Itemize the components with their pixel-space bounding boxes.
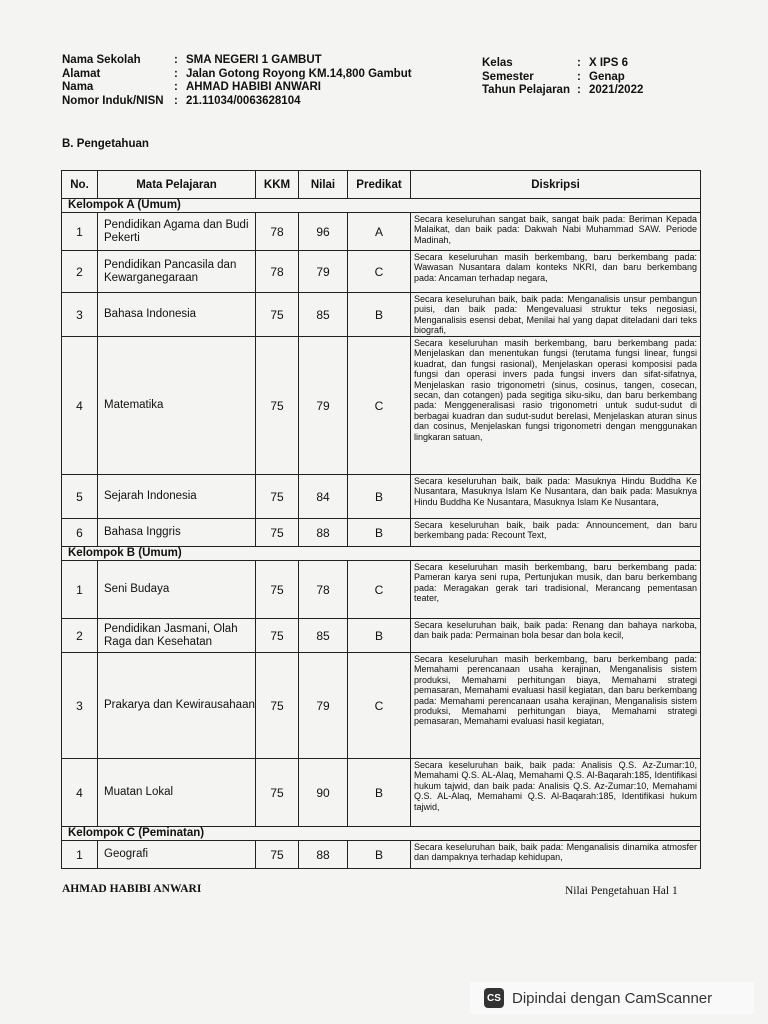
row-kkm: 75 bbox=[256, 475, 299, 519]
watermark-text: Dipindai dengan CamScanner bbox=[512, 989, 713, 1007]
row-kkm: 75 bbox=[256, 337, 299, 475]
row-nilai: 79 bbox=[299, 251, 348, 293]
info-label: Alamat bbox=[62, 67, 101, 80]
row-subject: Prakarya dan Kewirausahaan bbox=[98, 653, 256, 759]
info-value: AHMAD HABIBI ANWARI bbox=[186, 81, 322, 93]
row-predikat: B bbox=[348, 475, 411, 519]
info-value: SMA NEGERI 1 GAMBUT bbox=[186, 54, 322, 66]
column-header: KKM bbox=[256, 171, 299, 199]
row-kkm: 75 bbox=[256, 619, 299, 653]
row-description: Secara keseluruhan masih berkembang, baru berkembang pada: Pameran karya seni rupa, Pertunjukan musik, dan baru berkembang pada: Meragakan gerak tari tradisional, Merancang pementasan teater, bbox=[414, 562, 697, 604]
info-row: Nama : AHMAD HABIBI ANWARI bbox=[62, 81, 322, 93]
row-nilai: 88 bbox=[299, 841, 348, 869]
info-row: Nama Sekolah : SMA NEGERI 1 GAMBUT bbox=[62, 54, 322, 66]
column-header: Mata Pelajaran bbox=[98, 171, 256, 199]
row-no: 2 bbox=[62, 619, 98, 653]
row-predikat: C bbox=[348, 561, 411, 619]
footer-page-label: Nilai Pengetahuan Hal 1 bbox=[565, 885, 678, 897]
info-row: Nomor Induk/NISN : 21.11034/0063628104 bbox=[62, 94, 301, 107]
row-predikat: B bbox=[348, 619, 411, 653]
info-label: Kelas bbox=[482, 57, 513, 69]
info-value: 21.11034/0063628104 bbox=[186, 94, 301, 107]
row-nilai: 85 bbox=[299, 619, 348, 653]
row-predikat: C bbox=[348, 251, 411, 293]
footer-student-name: AHMAD HABIBI ANWARI bbox=[62, 883, 202, 895]
info-row: Alamat : Jalan Gotong Royong KM.14,800 Gambut bbox=[62, 67, 412, 80]
info-label: Semester bbox=[482, 70, 534, 83]
row-kkm: 75 bbox=[256, 561, 299, 619]
group-name: Kelompok A (Umum) bbox=[62, 199, 701, 213]
row-subject: Pendidikan Pancasila dan Kewarganegaraan bbox=[98, 251, 256, 293]
row-predikat: A bbox=[348, 213, 411, 251]
row-subject: Pendidikan Agama dan Budi Pekerti bbox=[98, 213, 256, 251]
info-value: Jalan Gotong Royong KM.14,800 Gambut bbox=[186, 67, 412, 80]
row-subject: Matematika bbox=[98, 337, 256, 475]
row-subject: Bahasa Indonesia bbox=[98, 293, 256, 337]
row-predikat: B bbox=[348, 519, 411, 547]
student-info-right bbox=[482, 57, 643, 98]
table-row bbox=[62, 561, 701, 619]
table-row bbox=[62, 293, 701, 337]
group-name: Kelompok B (Umum) bbox=[62, 547, 701, 561]
row-no: 1 bbox=[62, 841, 98, 869]
table-row bbox=[62, 759, 701, 827]
row-subject: Sejarah Indonesia bbox=[98, 475, 256, 519]
row-nilai: 84 bbox=[299, 475, 348, 519]
row-no: 4 bbox=[62, 759, 98, 827]
info-value: 2021/2022 bbox=[589, 84, 644, 96]
row-no: 3 bbox=[62, 293, 98, 337]
row-description: Secara keseluruhan baik, baik pada: Announcement, dan baru berkembang pada: Recount Text, bbox=[414, 520, 697, 541]
row-kkm: 75 bbox=[256, 841, 299, 869]
row-subject: Pendidikan Jasmani, Olah Raga dan Kesehatan bbox=[98, 619, 256, 653]
row-predikat: C bbox=[348, 337, 411, 475]
camscanner-icon: CS bbox=[484, 988, 504, 1008]
info-label: Tahun Pelajaran bbox=[482, 84, 570, 96]
grades-table bbox=[61, 170, 701, 869]
row-subject: Seni Budaya bbox=[98, 561, 256, 619]
row-description: Secara keseluruhan baik, baik pada: Menganalisis dinamika atmosfer dan dampaknya terhadap kehidupan, bbox=[414, 842, 697, 863]
row-no: 5 bbox=[62, 475, 98, 519]
row-no: 1 bbox=[62, 213, 98, 251]
table-row bbox=[62, 251, 701, 293]
row-no: 4 bbox=[62, 337, 98, 475]
info-label: Nomor Induk/NISN bbox=[62, 94, 164, 107]
row-predikat: C bbox=[348, 653, 411, 759]
table-row bbox=[62, 337, 701, 475]
row-nilai: 96 bbox=[299, 213, 348, 251]
info-value: Genap bbox=[589, 70, 625, 83]
group-header bbox=[62, 827, 701, 841]
section-title: B. Pengetahuan bbox=[62, 138, 149, 150]
row-no: 1 bbox=[62, 561, 98, 619]
row-description: Secara keseluruhan masih berkembang, baru berkembang pada: Menjelaskan dan menentukan fungsi (terutama fungsi linear, fungsi kuadrat, dan fungsi rasional), Menjelaskan operasi komposisi pada fungsi dan operasi invers pada fungsi invers dan sifat-sifatnya, Menjelaskan rasio trigonometri (sinus, cosinus, tangen, cosecan, secan, dan cotangen) pada segitiga siku-siku, dan baru berkembang pada: Menggeneralisasi rasio trigonometri untuk sudut-sudut di berbagai kuadran dan sudut-sudut berelasi, Menjelaskan aturan sinus dan cosinus, Menjelaskan fungsi trigonometri dengan menggunakan lingkaran satuan, bbox=[414, 338, 697, 442]
row-no: 3 bbox=[62, 653, 98, 759]
row-kkm: 78 bbox=[256, 251, 299, 293]
row-nilai: 88 bbox=[299, 519, 348, 547]
column-header: Predikat bbox=[348, 171, 411, 199]
row-kkm: 78 bbox=[256, 213, 299, 251]
info-row: Semester : Genap bbox=[482, 70, 625, 83]
table-row bbox=[62, 519, 701, 547]
row-predikat: B bbox=[348, 841, 411, 869]
group-header bbox=[62, 547, 701, 561]
row-description: Secara keseluruhan baik, baik pada: Masuknya Hindu Buddha Ke Nusantara, Masuknya Islam Ke Nusantara, dan baik pada: Masuknya Hindu Buddha Ke Nusantara, Masuknya Islam Ke Nusantara, bbox=[414, 476, 697, 507]
row-nilai: 85 bbox=[299, 293, 348, 337]
row-nilai: 90 bbox=[299, 759, 348, 827]
row-subject: Muatan Lokal bbox=[98, 759, 256, 827]
camscanner-watermark bbox=[470, 982, 754, 1014]
row-predikat: B bbox=[348, 293, 411, 337]
table-row bbox=[62, 619, 701, 653]
row-description: Secara keseluruhan baik, baik pada: Menganalisis unsur pembangun puisi, dan baik pada: Mengevaluasi struktur teks negosiasi, Menganalisis esensi debat, Menilai hal yang dapat diteladani dari teks biografi, bbox=[414, 294, 697, 336]
group-name: Kelompok C (Peminatan) bbox=[62, 827, 701, 841]
info-label: Nama Sekolah bbox=[62, 54, 141, 66]
group-header bbox=[62, 199, 701, 213]
table-row bbox=[62, 653, 701, 759]
row-kkm: 75 bbox=[256, 653, 299, 759]
column-header: No. bbox=[62, 171, 98, 199]
row-kkm: 75 bbox=[256, 293, 299, 337]
row-description: Secara keseluruhan masih berkembang, baru berkembang pada: Memahami perencanaan usaha kerajinan, Menganalisis sistem produksi, Memahami perhitungan biaya, Memahami strategi pemasaran, Memahami evaluasi hasil kegiatan, dan baru berkembang pada: Memahami perencanaan usaha kerajinan, Menganalisis sistem produksi, Memahami perhitungan biaya, Memahami strategi pemasaran, Memahami evaluasi hasil kegiatan, bbox=[414, 654, 697, 727]
row-no: 6 bbox=[62, 519, 98, 547]
info-label: Nama bbox=[62, 81, 94, 93]
row-description: Secara keseluruhan masih berkembang, baru berkembang pada: Wawasan Nusantara dalam konteks NKRI, dan baru berkembang pada: Ancaman terhadap negara, bbox=[414, 252, 697, 283]
row-predikat: B bbox=[348, 759, 411, 827]
table-row bbox=[62, 213, 701, 251]
row-description: Secara keseluruhan baik, baik pada: Analisis Q.S. Az-Zumar:10, Memahami Q.S. AL-Alaq, Memahami Q.S. Al-Baqarah:185, Identifikasi hukum tajwid, dan baik pada: Analisis Q.S. Az-Zumar:10, Memahami Q.S. AL-Alaq, Memahami Q.S. Al-Baqarah:185, Identifikasi hukum tajwid, bbox=[414, 760, 697, 812]
row-kkm: 75 bbox=[256, 759, 299, 827]
table-header-row bbox=[62, 171, 701, 199]
column-header: Diskripsi bbox=[411, 171, 701, 199]
row-kkm: 75 bbox=[256, 519, 299, 547]
info-row: Tahun Pelajaran : 2021/2022 bbox=[482, 84, 644, 96]
row-nilai: 79 bbox=[299, 337, 348, 475]
info-value: X IPS 6 bbox=[589, 57, 628, 69]
row-subject: Geografi bbox=[98, 841, 256, 869]
row-subject: Bahasa Inggris bbox=[98, 519, 256, 547]
info-row: Kelas : X IPS 6 bbox=[482, 57, 628, 69]
table-row bbox=[62, 841, 701, 869]
row-nilai: 79 bbox=[299, 653, 348, 759]
row-nilai: 78 bbox=[299, 561, 348, 619]
column-header: Nilai bbox=[299, 171, 348, 199]
student-info-left bbox=[62, 54, 412, 108]
table-row bbox=[62, 475, 701, 519]
row-description: Secara keseluruhan baik, baik pada: Renang dan bahaya narkoba, dan baik pada: Permainan bola besar dan bola kecil, bbox=[414, 620, 697, 641]
row-no: 2 bbox=[62, 251, 98, 293]
row-description: Secara keseluruhan sangat baik, sangat baik pada: Beriman Kepada Malaikat, dan baik pada: Dakwah Nabi Muhammad SAW. Periode Madinah, bbox=[414, 214, 697, 245]
